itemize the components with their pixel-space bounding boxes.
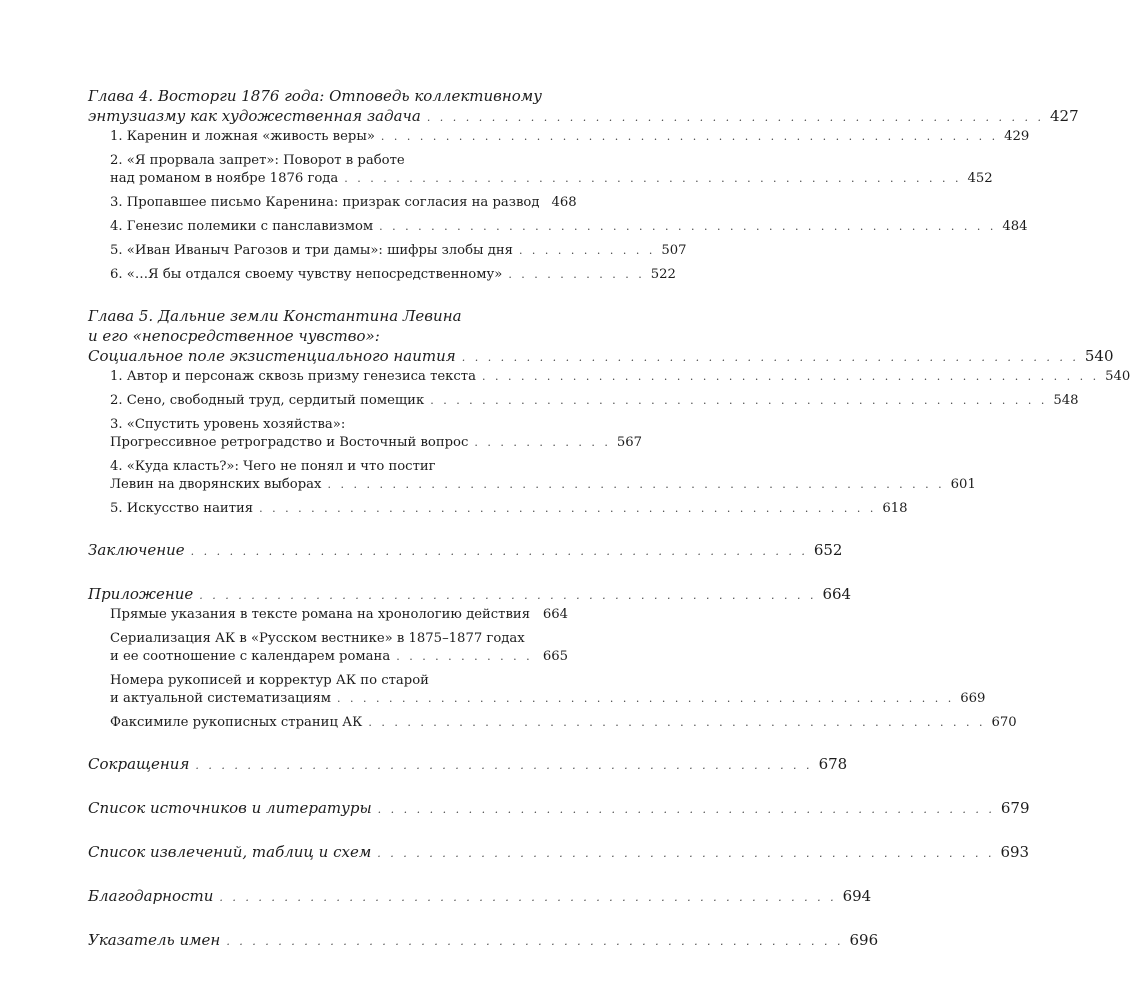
toc-item[interactable] bbox=[88, 194, 577, 212]
dot-leader: . . . . . . . . . . . . . . . . . . . . . . . . . . . . . . . . . . . . . . . . . . . . . . . . bbox=[481, 370, 1100, 383]
toc-item-title: над романом в ноябре 1876 года bbox=[110, 171, 339, 186]
page-number: 427 bbox=[1050, 107, 1079, 125]
page-number: 693 bbox=[1000, 843, 1030, 861]
chapter-title-line: Социальное поле экзистенциального наития bbox=[88, 347, 456, 365]
dot-leader: . . . . . . . . . . . . . . . . . . . . . . . . . . . . . . . . . . . . . . . . . . . . . . . . bbox=[259, 502, 877, 515]
dot-leader: . . . . . . . . . . . . . . . . . . . . . . . . . . . . . . . . . . . . . . . . . . . . . . . . bbox=[379, 220, 997, 233]
chapter-title-line: и его «непосредственное чувство»: bbox=[88, 327, 380, 345]
dot-leader: . . . . . . . . . . . bbox=[474, 436, 611, 449]
dot-leader: . . . . . . . . . . . . . . . . . . . . . . . . . . . . . . . . . . . . . . . . . . . . . . . . bbox=[426, 111, 1044, 124]
toc-index[interactable] bbox=[88, 930, 879, 952]
toc-item[interactable] bbox=[88, 392, 1079, 410]
page-number: 670 bbox=[991, 715, 1017, 730]
toc-extracts[interactable] bbox=[88, 842, 1030, 864]
toc-item[interactable] bbox=[88, 152, 993, 188]
section-title: Сокращения bbox=[88, 755, 190, 773]
page-number: 669 bbox=[960, 691, 986, 706]
chapter-title-line: Глава 4. Восторги 1876 года: Отповедь коллективному bbox=[88, 87, 542, 105]
toc-acknowledgements[interactable] bbox=[88, 886, 872, 908]
toc-item[interactable] bbox=[88, 672, 986, 708]
page-number: 567 bbox=[616, 435, 642, 450]
page-number: 678 bbox=[818, 755, 848, 773]
dot-leader: . . . . . . . . . . . . . . . . . . . . . . . . . . . . . . . . . . . . . . . . . . . . . . . . bbox=[190, 545, 808, 558]
section-title: Указатель имен bbox=[88, 931, 221, 949]
toc-chapter-4[interactable] bbox=[88, 86, 1079, 128]
toc-item-title: Номера рукописей и корректур АК по старой bbox=[110, 673, 429, 688]
page-number: 679 bbox=[1000, 799, 1030, 817]
page-number: 540 bbox=[1105, 369, 1130, 384]
dot-leader: . . . . . . . . . . . . . . . . . . . . . . . . . . . . . . . . . . . . . . . . . . . . . . . . bbox=[195, 759, 813, 772]
page-number: 540 bbox=[1084, 347, 1114, 365]
toc-item-title: 1. Автор и персонаж сквозь призму генезиса текста bbox=[110, 369, 476, 384]
dot-leader: . . . . . . . . . . . . . . . . . . . . . . . . . . . . . . . . . . . . . . . . . . . . . . . . bbox=[461, 351, 1079, 364]
dot-leader: . . . . . . . . . . . . . . . . . . . . . . . . . . . . . . . . . . . . . . . . . . . . . . . . bbox=[327, 478, 945, 491]
toc-item[interactable] bbox=[88, 630, 568, 666]
page-number: 468 bbox=[551, 195, 577, 210]
dot-leader: . . . . . . . . . . . . . . . . . . . . . . . . . . . . . . . . . . . . . . . . . . . . . . . . bbox=[380, 130, 999, 143]
toc-item[interactable] bbox=[88, 606, 568, 624]
section-title: Приложение bbox=[88, 585, 194, 603]
toc-item[interactable] bbox=[88, 266, 676, 284]
toc-abbreviations[interactable] bbox=[88, 754, 848, 776]
toc-item[interactable] bbox=[88, 416, 642, 452]
page-number: 618 bbox=[882, 501, 908, 516]
section-title: Список источников и литературы bbox=[88, 799, 372, 817]
toc-item[interactable] bbox=[88, 218, 1028, 236]
toc-item-title: Прогрессивное ретроградство и Восточный вопрос bbox=[110, 435, 469, 450]
toc-item-title: 2. «Я прорвала запрет»: Поворот в работе bbox=[110, 153, 405, 168]
table-of-contents bbox=[88, 86, 1130, 952]
toc-item-title: и актуальной систематизациям bbox=[110, 691, 332, 706]
toc-item-title: 2. Сено, свободный труд, сердитый помещик bbox=[110, 393, 425, 408]
toc-item-title: 4. «Куда класть?»: Чего не понял и что постиг bbox=[110, 459, 436, 474]
page-number: 601 bbox=[950, 477, 976, 492]
page-number: 429 bbox=[1004, 129, 1030, 144]
dot-leader: . . . . . . . . . . . . . . . . . . . . . . . . . . . . . . . . . . . . . . . . . . . . . . . . bbox=[377, 847, 995, 860]
dot-leader: . . . . . . . . . . . . . . . . . . . . . . . . . . . . . . . . . . . . . . . . . . . . . . . . bbox=[226, 935, 844, 948]
dot-leader: . . . . . . . . . . . . . . . . . . . . . . . . . . . . . . . . . . . . . . . . . . . . . . . . bbox=[337, 692, 955, 705]
toc-item-title: Прямые указания в тексте романа на хронологию действия bbox=[110, 607, 531, 622]
toc-item-title: 3. Пропавшее письмо Каренина: призрак согласия на развод bbox=[110, 195, 540, 210]
dot-leader: . . . . . . . . . . . . . . . . . . . . . . . . . . . . . . . . . . . . . . . . . . . . . . . . bbox=[368, 716, 986, 729]
page-number: 696 bbox=[849, 931, 879, 949]
chapter-title-line: энтузиазму как художественная задача bbox=[88, 107, 421, 125]
toc-item-title: Факсимиле рукописных страниц АК bbox=[110, 715, 363, 730]
toc-item[interactable] bbox=[88, 458, 976, 494]
dot-leader: . . . . . . . . . . . . . . . . . . . . . . . . . . . . . . . . . . . . . . . . . . . . . . . . bbox=[377, 803, 995, 816]
dot-leader: . . . . . . . . . . . . . . . . . . . . . . . . . . . . . . . . . . . . . . . . . . . . . . . . bbox=[219, 891, 837, 904]
toc-sources[interactable] bbox=[88, 798, 1030, 820]
toc-appendix[interactable] bbox=[88, 584, 852, 606]
toc-item-title: 5. Искусство наития bbox=[110, 501, 254, 516]
toc-item-title: и ее соотношение с календарем романа bbox=[110, 649, 391, 664]
dot-leader: . . . . . . . . . . . . . . . . . . . . . . . . . . . . . . . . . . . . . . . . . . . . . . . . bbox=[199, 589, 817, 602]
toc-item-title: 6. «…Я бы отдался своему чувству непосредственному» bbox=[110, 267, 503, 282]
toc-item-title: 5. «Иван Иваныч Рагозов и три дамы»: шифры злобы дня bbox=[110, 243, 513, 258]
toc-item-title: Сериализация АК в «Русском вестнике» в 1875–1877 годах bbox=[110, 631, 525, 646]
toc-item[interactable] bbox=[88, 500, 908, 518]
section-title: Благодарности bbox=[88, 887, 214, 905]
page-number: 664 bbox=[542, 607, 568, 622]
toc-chapter-5[interactable] bbox=[88, 306, 1114, 368]
toc-item[interactable] bbox=[88, 242, 687, 260]
chapter-title-line: Глава 5. Дальние земли Константина Левина bbox=[88, 307, 462, 325]
page-number: 665 bbox=[542, 649, 568, 664]
dot-leader: . . . . . . . . . . . bbox=[508, 268, 645, 281]
toc-item[interactable] bbox=[88, 714, 1017, 732]
toc-item-title: 3. «Спустить уровень хозяйства»: bbox=[110, 417, 346, 432]
dot-leader: . . . . . . . . . . . . . . . . . . . . . . . . . . . . . . . . . . . . . . . . . . . . . . . . bbox=[430, 394, 1048, 407]
page-number: 694 bbox=[842, 887, 872, 905]
page-number: 652 bbox=[813, 541, 843, 559]
section-title: Список извлечений, таблиц и схем bbox=[88, 843, 372, 861]
toc-item[interactable] bbox=[88, 128, 1030, 146]
dot-leader: . . . . . . . . . . . bbox=[396, 650, 533, 663]
page-number: 664 bbox=[822, 585, 852, 603]
page-number: 484 bbox=[1002, 219, 1028, 234]
page-number: 452 bbox=[967, 171, 993, 186]
section-title: Заключение bbox=[88, 541, 185, 559]
page-number: 507 bbox=[661, 243, 687, 258]
dot-leader: . . . . . . . . . . . bbox=[518, 244, 656, 257]
page-number: 522 bbox=[650, 267, 676, 282]
dot-leader: . . . . . . . . . . . . . . . . . . . . . . . . . . . . . . . . . . . . . . . . . . . . . . . . bbox=[344, 172, 962, 185]
toc-item-title: 1. Каренин и ложная «живость веры» bbox=[110, 129, 375, 144]
toc-item-title: 4. Генезис полемики с панславизмом bbox=[110, 219, 374, 234]
dot-leader bbox=[536, 606, 537, 624]
page-number: 548 bbox=[1053, 393, 1079, 408]
toc-item[interactable] bbox=[88, 368, 1130, 386]
toc-conclusion[interactable] bbox=[88, 540, 843, 562]
toc-item-title: Левин на дворянских выборах bbox=[110, 477, 322, 492]
